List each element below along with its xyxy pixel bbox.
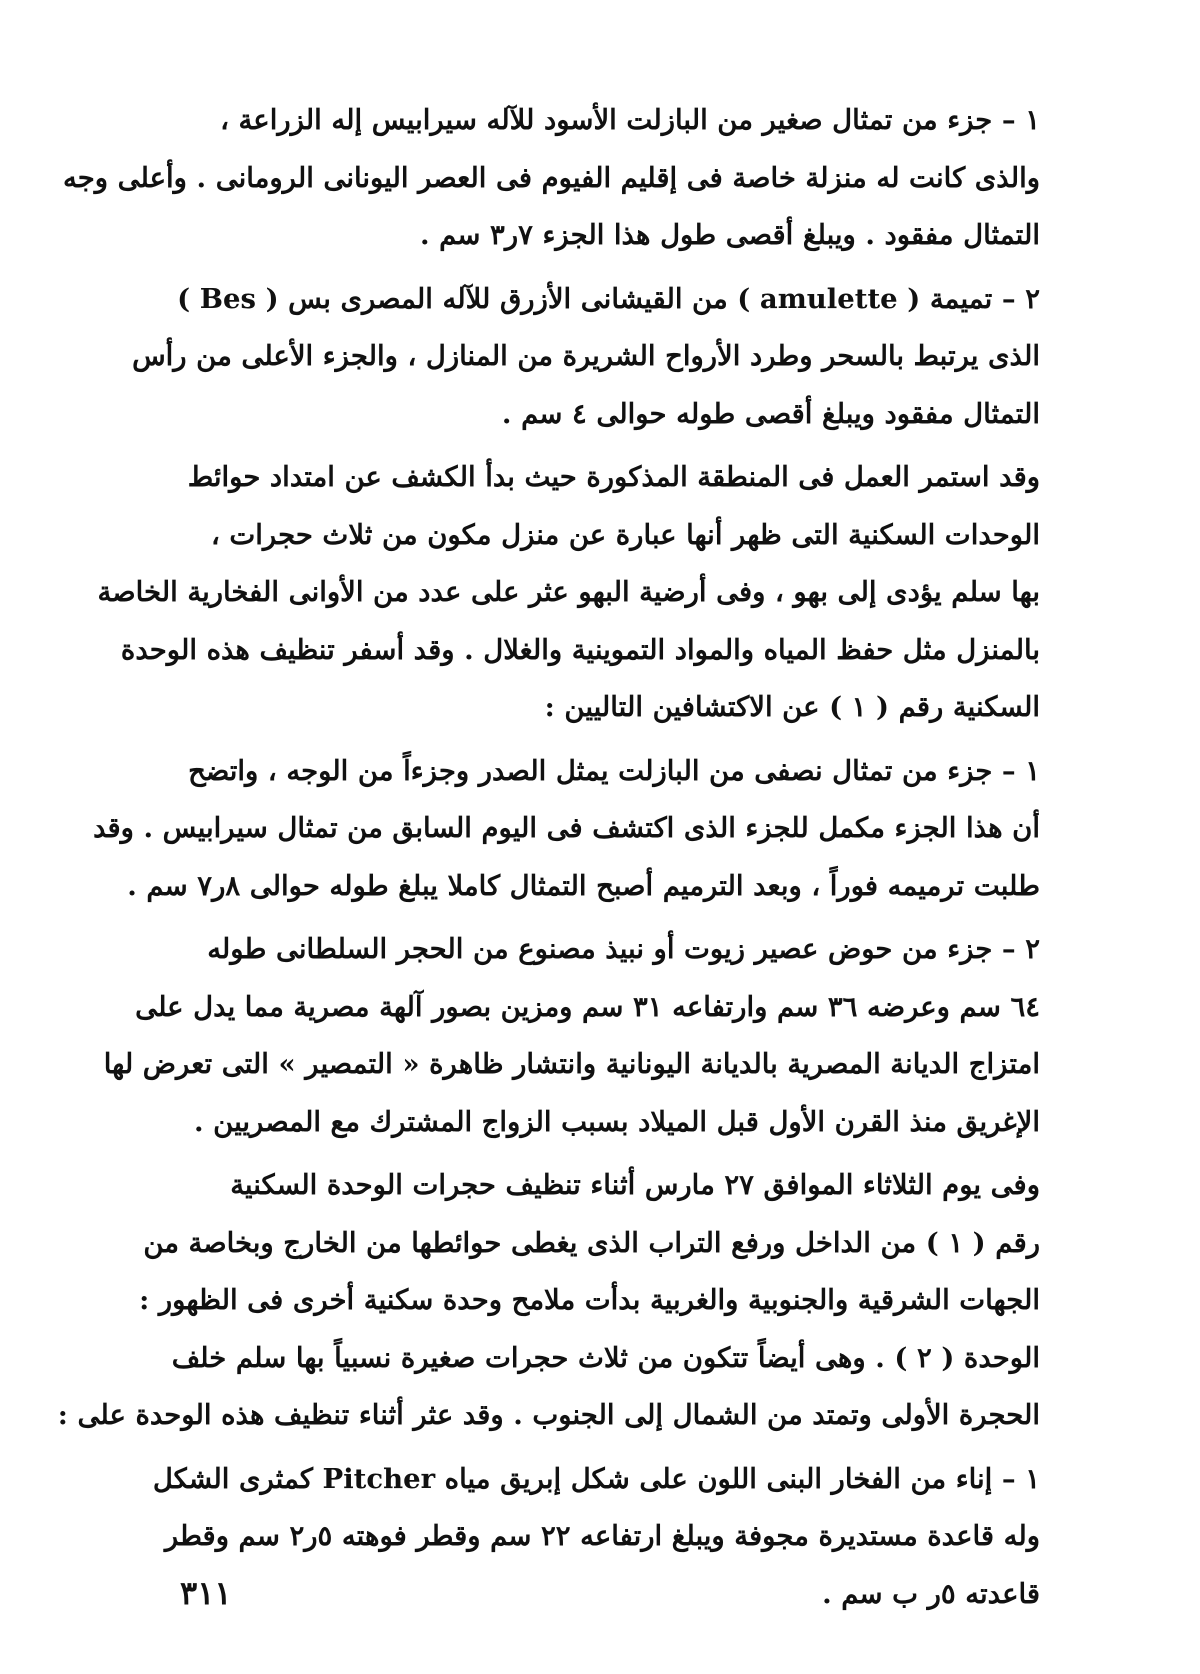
text-line: التمثال مفقود . ويبلغ أقصى طول هذا الجزء ٧ر٣ سم . xyxy=(419,219,1040,251)
text-line: وقد استمر العمل فى المنطقة المذكورة حيث بدأ الكشف عن امتداد حوائط xyxy=(187,461,1040,493)
text-line: ١ – جزء من تمثال نصفى من البازلت يمثل الصدر وجزءاً من الوجه ، واتضح xyxy=(188,754,1040,787)
paragraph-4 xyxy=(93,743,1040,916)
text-line: الحجرة الأولى وتمتد من الشمال إلى الجنوب . وقد عثر أثناء تنظيف هذه الوحدة على : xyxy=(57,1399,1040,1431)
text-line: قاعدته ٥ر ب سم . xyxy=(822,1577,1040,1610)
text-line: أن هذا الجزء مكمل للجزء الذى اكتشف فى اليوم السابق من تمثال سيرابيس . وقد xyxy=(93,812,1040,844)
text-line: ١ – جزء من تمثال صغير من البازلت الأسود للآله سيرابيس إله الزراعة ، xyxy=(220,104,1040,136)
paragraph-1 xyxy=(63,92,1040,265)
text-line: الوحدات السكنية التى ظهر أنها عبارة عن منزل مكون من ثلاث حجرات ، xyxy=(210,518,1040,551)
text-line: التمثال مفقود ويبلغ أقصى طوله حوالى ٤ سم . xyxy=(501,397,1040,430)
text-line: رقم ( ١ ) من الداخل ورفع التراب الذى يغطى حوائطها من الخارج وبخاصة من xyxy=(143,1226,1040,1259)
page-number: ٣١١ xyxy=(180,1574,232,1612)
text-line: الذى يرتبط بالسحر وطرد الأرواح الشريرة من المنازل ، والجزء الأعلى من رأس xyxy=(132,340,1040,372)
text-line: ٦٤ سم وعرضه ٣٦ سم وارتفاعه ٣١ سم ومزين بصور آلهة مصرية مما يدل على xyxy=(135,990,1040,1023)
text-line: ١ – إناء من الفخار البنى اللون على شكل إبريق مياه Pitcher كمثرى الشكل xyxy=(152,1462,1040,1495)
paragraph-6 xyxy=(57,1157,1040,1445)
paragraph-7 xyxy=(152,1451,1040,1624)
text-line: والذى كانت له منزلة خاصة فى إقليم الفيوم فى العصر اليونانى الرومانى . وأعلى وجه xyxy=(63,161,1040,194)
text-line: بها سلم يؤدى إلى بهو ، وفى أرضية البهو عثر على عدد من الأوانى الفخارية الخاصة xyxy=(97,576,1040,608)
text-line: طلبت ترميمه فوراً ، وبعد الترميم أصبح التمثال كاملا يبلغ طوله حوالى ٨ر٧ سم . xyxy=(127,869,1040,902)
text-line: الوحدة ( ٢ ) . وهى أيضاً تتكون من ثلاث حجرات صغيرة نسبياً بها سلم خلف xyxy=(171,1341,1040,1374)
paragraph-2 xyxy=(132,271,1040,444)
text-line: بالمنزل مثل حفظ المياه والمواد التموينية والغلال . وقد أسفر تنظيف هذه الوحدة xyxy=(120,633,1040,666)
text-line: امتزاج الديانة المصرية بالديانة اليونانية وانتشار ظاهرة « التمصير » التى تعرض لها xyxy=(103,1048,1040,1080)
text-line: السكنية رقم ( ١ ) عن الاكتشافين التاليين : xyxy=(544,691,1040,723)
text-line: الجهات الشرقية والجنوبية والغربية بدأت ملامح وحدة سكنية أخرى فى الظهور : xyxy=(139,1284,1040,1316)
text-line: وفى يوم الثلاثاء الموافق ٢٧ مارس أثناء تنظيف حجرات الوحدة السكنية xyxy=(230,1169,1040,1201)
text-line: ٢ – جزء من حوض عصير زيوت أو نبيذ مصنوع من الحجر السلطانى طوله xyxy=(207,933,1040,965)
paragraph-5 xyxy=(103,921,1040,1151)
text-line: ٢ – تميمة ( amulette ) من القيشانى الأزرق للآله المصرى بس ( Bes ) xyxy=(177,282,1040,315)
text-line: وله قاعدة مستديرة مجوفة ويبلغ ارتفاعه ٢٢ سم وقطر فوهته ٥ر٢ سم وقطر xyxy=(164,1520,1040,1552)
paragraph-3 xyxy=(97,449,1040,737)
text-line: الإغريق منذ القرن الأول قبل الميلاد بسبب الزواج المشترك مع المصريين . xyxy=(194,1105,1040,1138)
body-text xyxy=(57,92,1040,1623)
